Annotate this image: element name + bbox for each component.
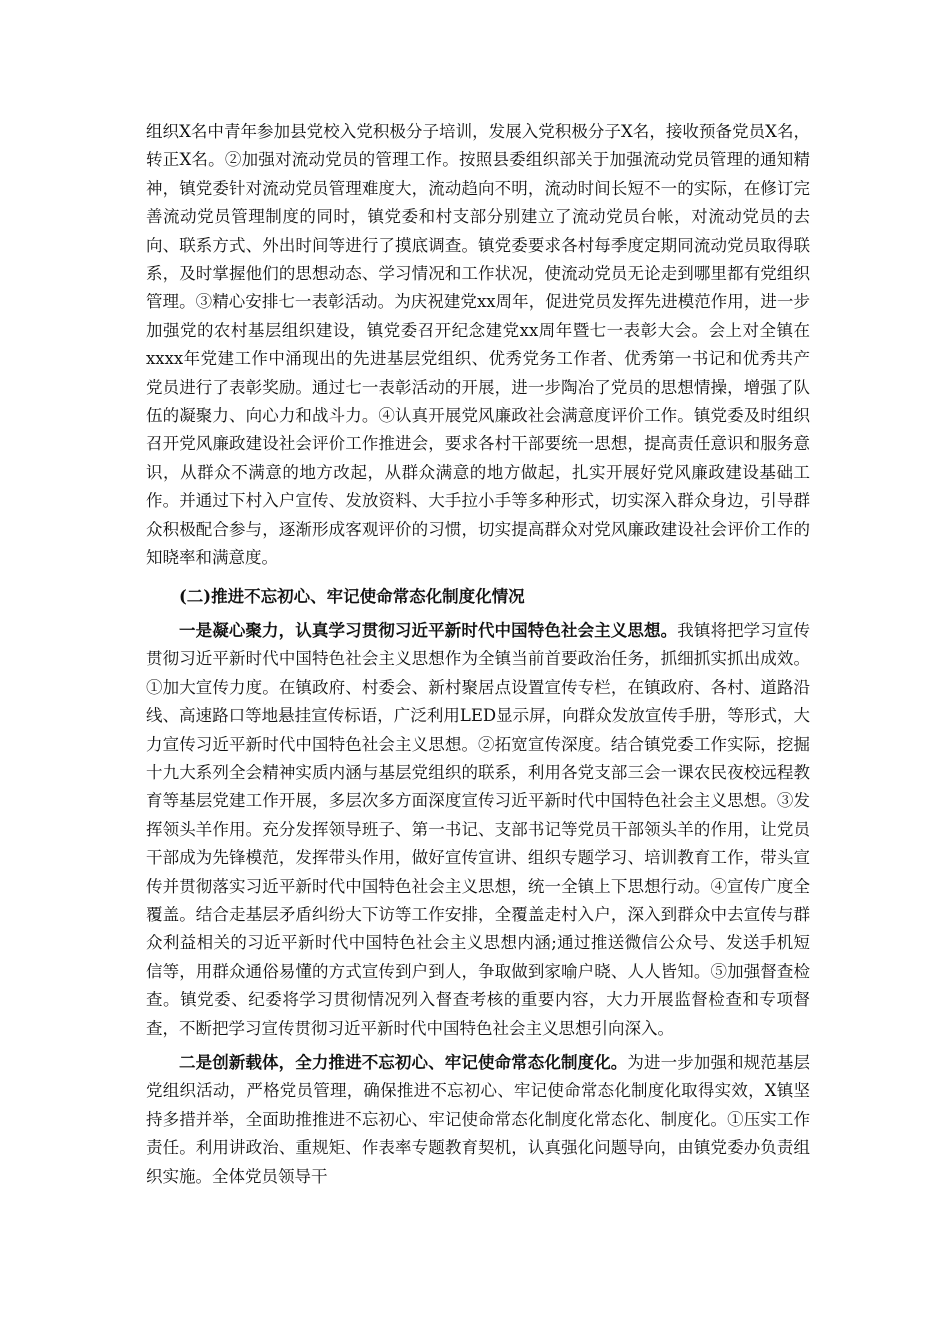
- paragraph-lead-2: 二是创新载体，全力推进不忘初心、牢记使命常态化制度化。: [179, 1053, 628, 1072]
- paragraph-lead-1: 一是凝心聚力，认真学习贯彻习近平新时代中国特色社会主义思想。: [179, 620, 678, 640]
- document-page: [146, 118, 810, 1191]
- paragraph-study-thought: [146, 617, 810, 1043]
- paragraph-body-2: 为进一步加强和规范基层党组织活动，严格党员管理，确保推进不忘初心、牢记使命常态化制度化取得实效，X镇坚持多措并举，全面助推推进不忘初心、牢记使命常态化制度化常态化、制度化。①压实工作责任。利用讲政治、重规矩、作表率专题教育契机，认真强化问题导向，由镇党委办负责组织实施。全体党员领导干: [146, 1053, 811, 1186]
- paragraph-body-1: 我镇将把学习宣传贯彻习近平新时代中国特色社会主义思想作为全镇当前首要政治任务，抓细抓实抓出成效。①加大宣传力度。在镇政府、村委会、新村聚居点设置宣传专栏，在镇政府、各村、道路沿线、高速路口等地悬挂宣传标语，广泛利用LED显示屏，向群众发放宣传手册，等形式，大力宣传习近平新时代中国特色社会主义思想。②拓宽宣传深度。结合镇党委工作实际，挖掘十九大系列全会精神实质内涵与基层党组织的联系，利用各党支部三会一课农民夜校远程教育等基层党建工作开展，多层次多方面深度宣传习近平新时代中国特色社会主义思想。③发挥领头羊作用。充分发挥领导班子、第一书记、支部书记等党员干部领头羊的作用，让党员干部成为先锋模范，发挥带头作用，做好宣传宣讲、组织专题学习、培训教育工作，带头宣传并贯彻落实习近平新时代中国特色社会主义思想，统一全镇上下思想行动。④宣传广度全覆盖。结合走基层矛盾纠纷大下访等工作安排，全覆盖走村入户，深入到群众中去宣传与群众利益相关的习近平新时代中国特色社会主义思想内涵;通过推送微信公众号、发送手机短信等，用群众通俗易懂的方式宣传到户到人，争取做到家喻户晓、人人皆知。⑤加强督查检查。镇党委、纪委将学习贯彻情况列入督查考核的重要内容，大力开展监督检查和专项督查，不断把学习宣传贯彻习近平新时代中国特色社会主义思想引向深入。: [146, 620, 811, 1038]
- paragraph-innovation: [146, 1049, 810, 1191]
- paragraph-party-member-management: 组织X名中青年参加县党校入党积极分子培训，发展入党积极分子X名，接收预备党员X名，转正X名。②加强对流动党员的管理工作。按照县委组织部关于加强流动党员管理的通知精神，镇党委针对流动党员管理难度大，流动趋向不明，流动时间长短不一的实际，在修订完善流动党员管理制度的同时，镇党委和村支部分别建立了流动党员台帐，对流动党员的去向、联系方式、外出时间等进行了摸底调查。镇党委要求各村每季度定期同流动党员取得联系，及时掌握他们的思想动态、学习情况和工作状况，使流动党员无论走到哪里都有党组织管理。③精心安排七一表彰活动。为庆祝建党xx周年，促进党员发挥先进模范作用，进一步加强党的农村基层组织建设，镇党委召开纪念建党xx周年暨七一表彰大会。会上对全镇在xxxx年党建工作中涌现出的先进基层党组织、优秀党务工作者、优秀第一书记和优秀共产党员进行了表彰奖励。通过七一表彰活动的开展，进一步陶冶了党员的思想情操，增强了队伍的凝聚力、向心力和战斗力。④认真开展党风廉政社会满意度评价工作。镇党委及时组织召开党风廉政建设社会评价工作推进会，要求各村干部要统一思想，提高责任意识和服务意识，从群众不满意的地方改起，从群众满意的地方做起，扎实开展好党风廉政建设基础工作。并通过下村入户宣传、发放资料、大手拉小手等多种形式，切实深入群众身边，引导群众积极配合参与，逐渐形成客观评价的习惯，切实提高群众对党风廉政建设社会评价工作的知晓率和满意度。: [146, 122, 810, 568]
- spacer: [146, 573, 810, 579]
- section-heading-2: (二)推进不忘初心、牢记使命常态化制度化情况: [179, 586, 525, 606]
